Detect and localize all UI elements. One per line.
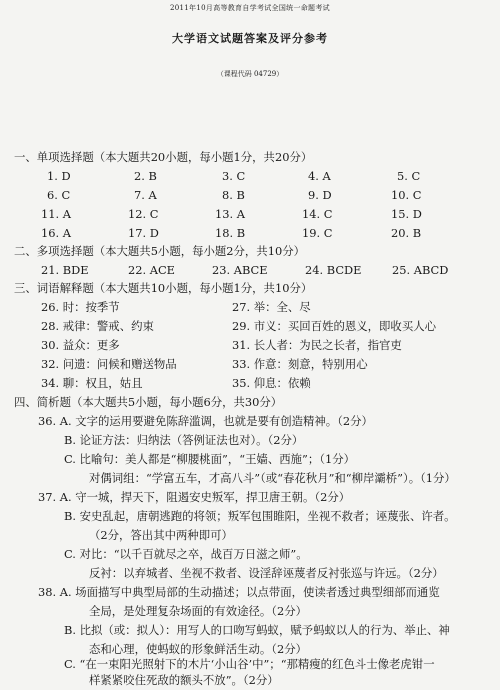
analysis-line: 全局，是处理复杂场面的有效途径。（2分）	[89, 604, 307, 618]
answer-item: 22. ACE	[128, 263, 175, 277]
answer-item: 6. C	[47, 188, 71, 202]
answer-item: 21. BDE	[41, 263, 89, 277]
course-code: （课程代码 04729）	[216, 70, 284, 78]
definition-item: 34. 聊：权且，姑且	[41, 376, 143, 390]
analysis-line: （2分，答出其中两种即可）	[89, 528, 233, 542]
answer-item: 5. C	[397, 169, 421, 183]
answer-item: 11. A	[41, 207, 71, 221]
answer-item: 9. D	[308, 188, 332, 202]
answer-item: 2. B	[134, 169, 157, 183]
analysis-line: 对偶词组：“学富五车，才高八斗”（或“春花秋月”和“柳岸灞桥”）。（1分）	[89, 471, 456, 485]
exam-title: 2011年10月高等教育自学考试全国统一命题考试	[170, 4, 330, 12]
answer-item: 15. D	[391, 207, 422, 221]
definition-item: 33. 作意：刻意，特别用心	[232, 357, 368, 371]
definition-item: 32. 问遗：问候和赠送物品	[41, 357, 177, 371]
analysis-line: 反衬：以弃城者、坐视不救者、设淫辞诬蔑者反衬张巡与许远。（2分）	[89, 566, 444, 580]
answer-item: 19. C	[302, 226, 333, 240]
answer-item: 25. ABCD	[392, 263, 449, 277]
analysis-line: C. 对比：“以千百就尽之卒，战百万日滋之师”。	[64, 547, 308, 561]
answer-item: 10. C	[391, 188, 422, 202]
answer-item: 13. A	[215, 207, 245, 221]
section4-title: 四、简析题（本大题共5小题，每小题6分，共30分）	[14, 395, 283, 409]
answer-item: 20. B	[391, 226, 422, 240]
analysis-line: 样紧紧咬住死敌的额头不放”。（2分）	[89, 673, 279, 687]
answer-item: 24. BCDE	[305, 263, 362, 277]
analysis-line: 态和心理，使蚂蚁的形象鲜活生动。（2分）	[89, 642, 307, 656]
section1-title: 一、单项选择题（本大题共20小题，每小题1分，共20分）	[14, 150, 313, 164]
definition-item: 30. 益众：更多	[41, 338, 120, 352]
answer-item: 17. D	[128, 226, 159, 240]
analysis-line: 38. A. 场面描写中典型局部的生动描述；以点带面，使读者透过典型细部而通览	[38, 585, 440, 599]
answer-item: 8. B	[222, 188, 245, 202]
analysis-line: 37. A. 守一城，捍天下，阻遏安史叛军，捍卫唐王朝。（2分）	[38, 490, 351, 504]
analysis-line: C. 比喻句：美人都是“柳腰桃面”，“王嫱、西施”；（1分）	[64, 452, 355, 466]
section2-title: 二、多项选择题（本大题共5小题，每小题2分，共10分）	[14, 244, 305, 258]
definition-item: 26. 时：按季节	[41, 300, 120, 314]
analysis-line: B. 比拟（或：拟人）：用写人的口吻写蚂蚁，赋予蚂蚁以人的行为、举止、神	[64, 623, 450, 637]
answer-item: 3. C	[222, 169, 246, 183]
analysis-line: C. “在一束阳光照射下的木片‘小山谷’中”；“那精瘦的红色斗士像老虎钳一	[64, 657, 435, 671]
analysis-line: B. 安史乱起，唐朝逃跑的将领；叛军包围睢阳，坐视不救者；诬蔑张、许者。	[64, 509, 456, 523]
document-title: 大学语文试题答案及评分参考	[172, 32, 328, 45]
answer-item: 7. A	[134, 188, 157, 202]
answer-item: 4. A	[308, 169, 331, 183]
definition-item: 29. 市义：买回百姓的恩义，即收买人心	[232, 319, 436, 333]
section3-title: 三、词语解释题（本大题共10小题，每小题1分，共10分）	[14, 281, 313, 295]
answer-item: 23. ABCE	[212, 263, 268, 277]
answer-item: 12. C	[128, 207, 159, 221]
definition-item: 28. 戒律：警戒、约束	[41, 319, 154, 333]
definition-item: 31. 长人者：为民之长者，指官吏	[232, 338, 402, 352]
answer-item: 14. C	[302, 207, 333, 221]
answer-item: 1. D	[47, 169, 71, 183]
analysis-line: 36. A. 文字的运用要避免陈辞滥调，也就是要有创造精神。（2分）	[38, 414, 373, 428]
answer-item: 16. A	[41, 226, 71, 240]
analysis-line: B. 论证方法：归纳法（答例证法也对）。（2分）	[64, 433, 304, 447]
definition-item: 27. 举：全、尽	[232, 300, 311, 314]
definition-item: 35. 仰息：依赖	[232, 376, 311, 390]
answer-item: 18. B	[215, 226, 246, 240]
